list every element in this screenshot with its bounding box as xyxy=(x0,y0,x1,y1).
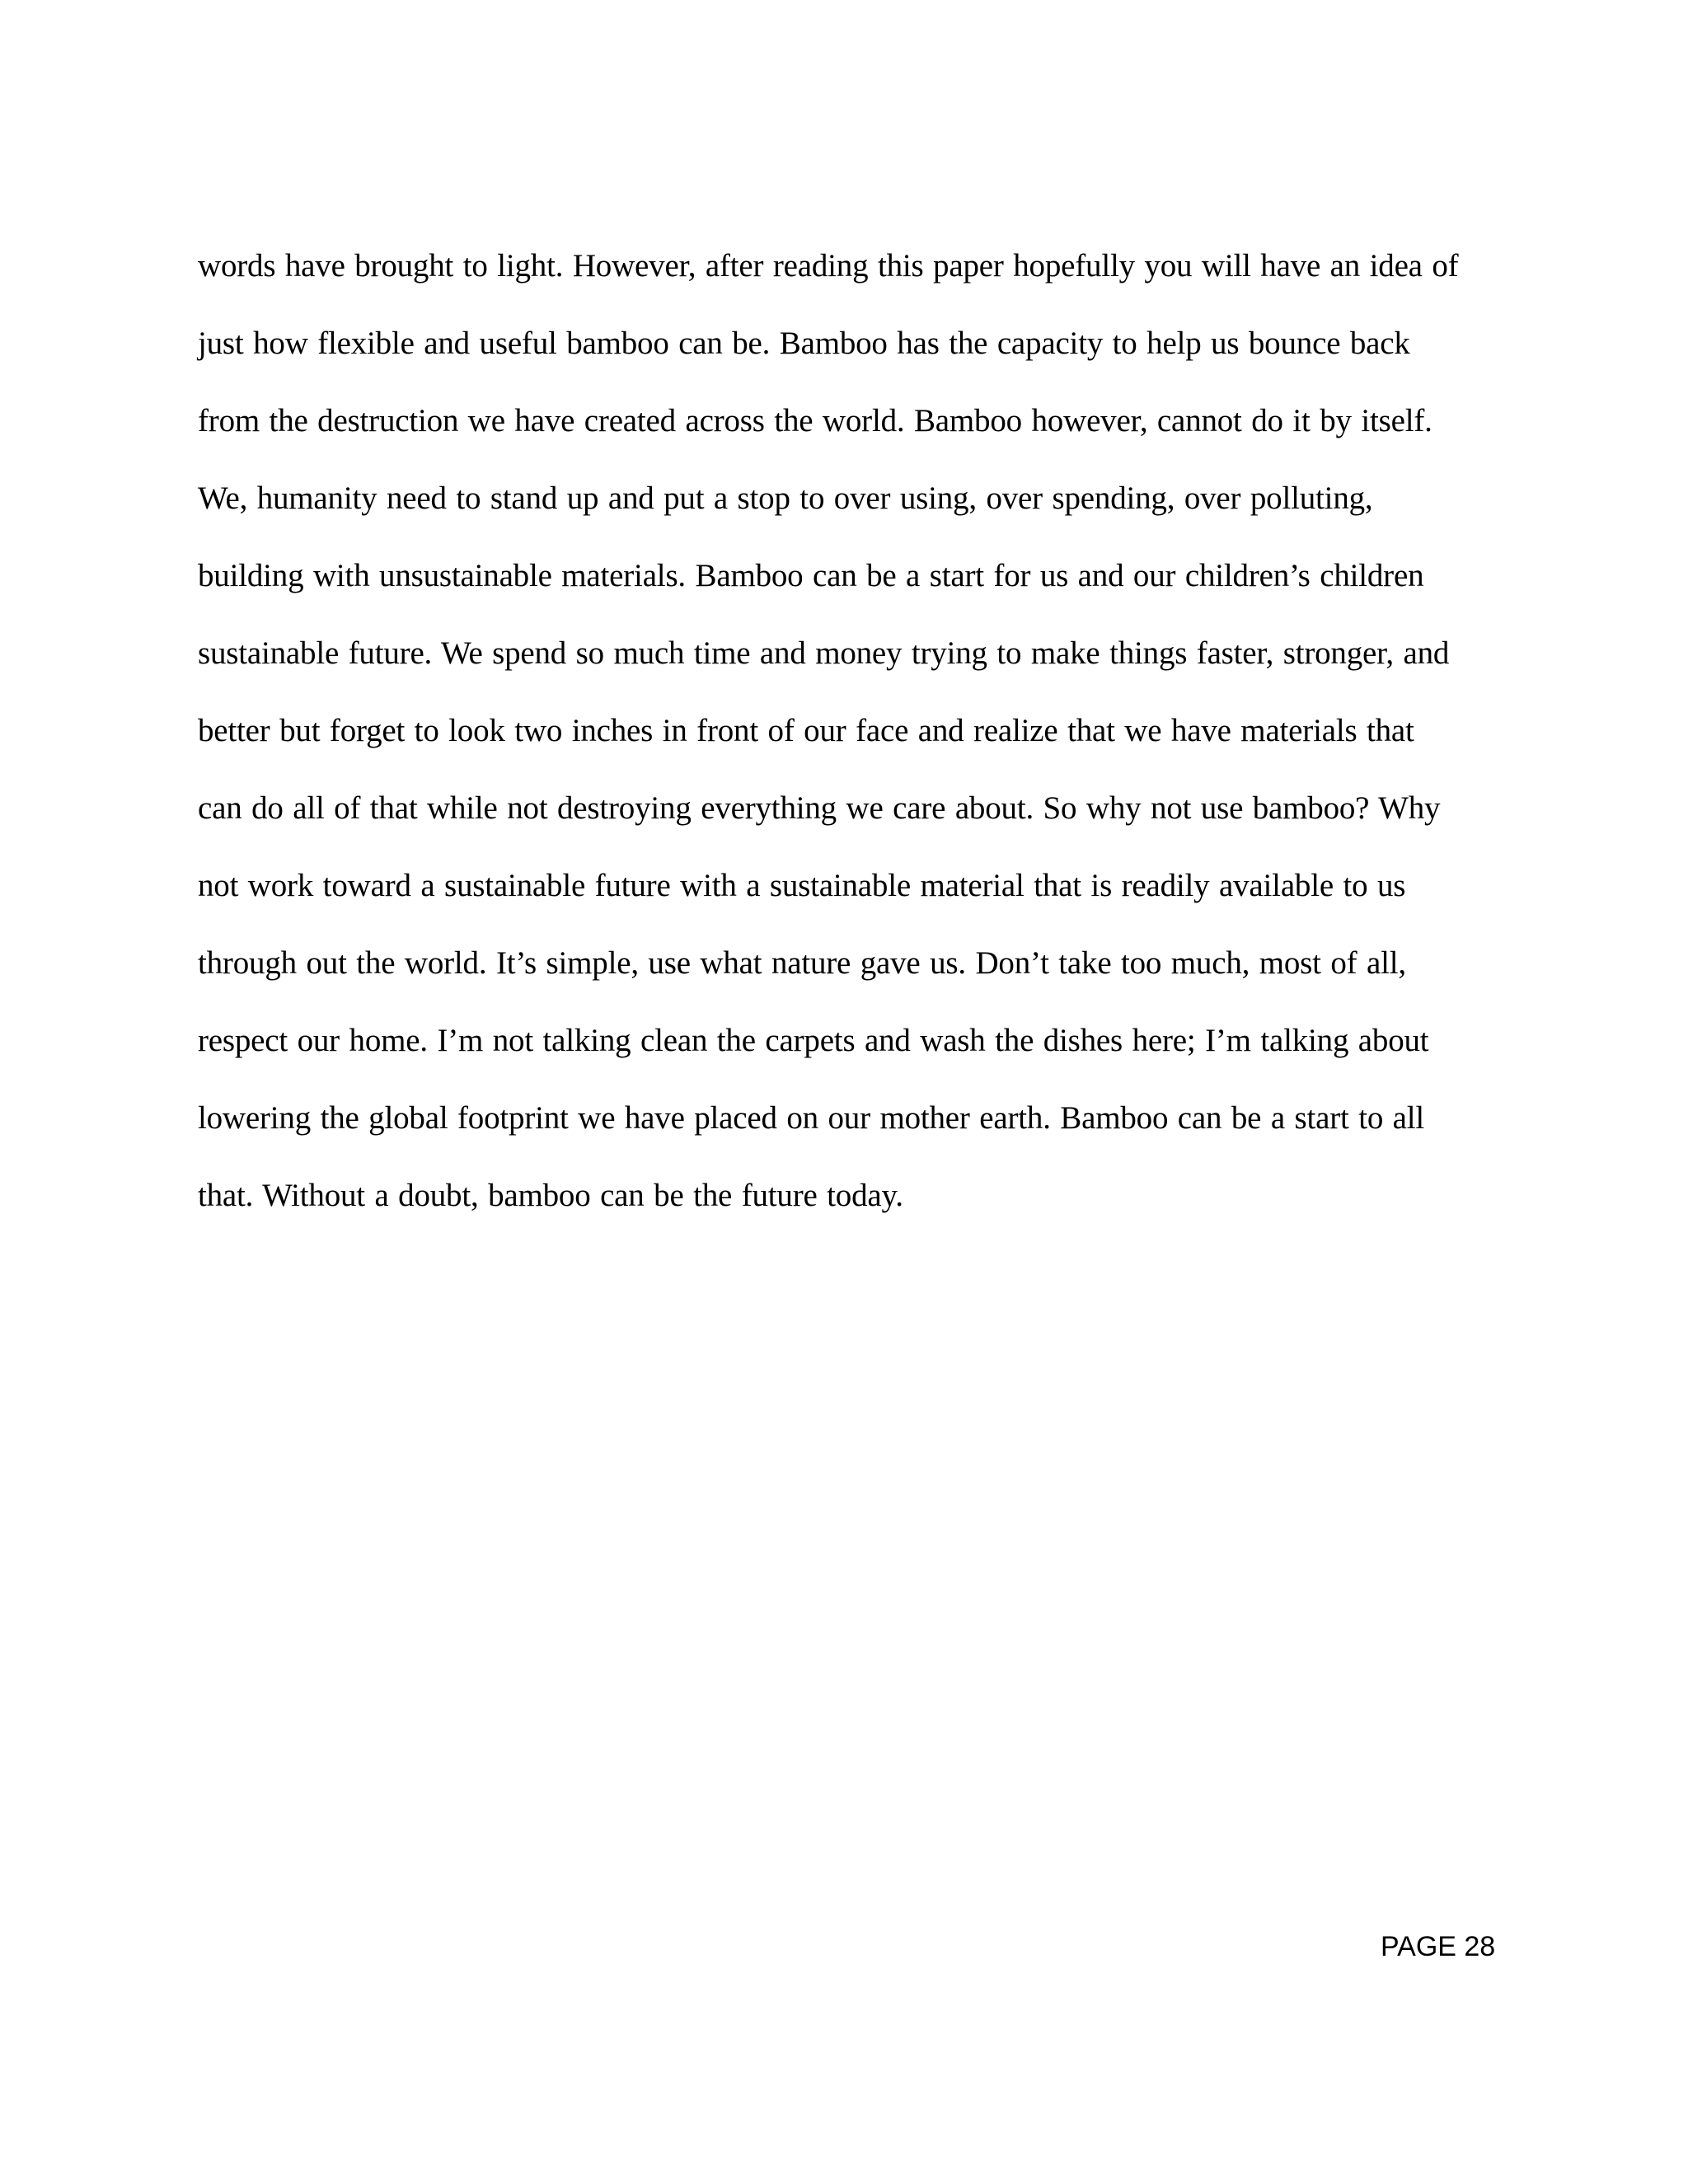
paragraph-line: sustainable future. We spend so much time and money trying to make things faster, stronger, and xyxy=(198,635,1450,671)
paragraph-line: respect our home. I’m not talking clean the carpets and wash the dishes here; I’m talking about xyxy=(198,1023,1429,1058)
paragraph-line: not work toward a sustainable future with a sustainable material that is readily available to us xyxy=(198,868,1406,903)
paragraph-line: through out the world. It’s simple, use what nature gave us. Don’t take too much, most of all, xyxy=(198,945,1406,981)
paragraph-line: building with unsustainable materials. Bamboo can be a start for us and our children’s children xyxy=(198,558,1424,593)
paragraph-line: just how flexible and useful bamboo can be. Bamboo has the capacity to help us bounce back xyxy=(198,326,1410,361)
paragraph-line: lowering the global footprint we have placed on our mother earth. Bamboo can be a start to all xyxy=(198,1100,1425,1136)
page-number: PAGE 28 xyxy=(1381,1931,1496,1962)
paragraph-line: better but forget to look two inches in front of our face and realize that we have materials that xyxy=(198,713,1414,748)
paragraph-line: that. Without a doubt, bamboo can be the future today. xyxy=(198,1178,903,1213)
paragraph-line: can do all of that while not destroying everything we care about. So why not use bamboo? Why xyxy=(198,790,1441,826)
body-paragraph xyxy=(198,227,1500,1235)
paragraph-line: words have brought to light. However, after reading this paper hopefully you will have an idea of xyxy=(198,248,1459,284)
paragraph-line: from the destruction we have created across the world. Bamboo however, cannot do it by itself. xyxy=(198,403,1432,438)
paragraph-line: We, humanity need to stand up and put a stop to over using, over spending, over polluting, xyxy=(198,480,1373,516)
